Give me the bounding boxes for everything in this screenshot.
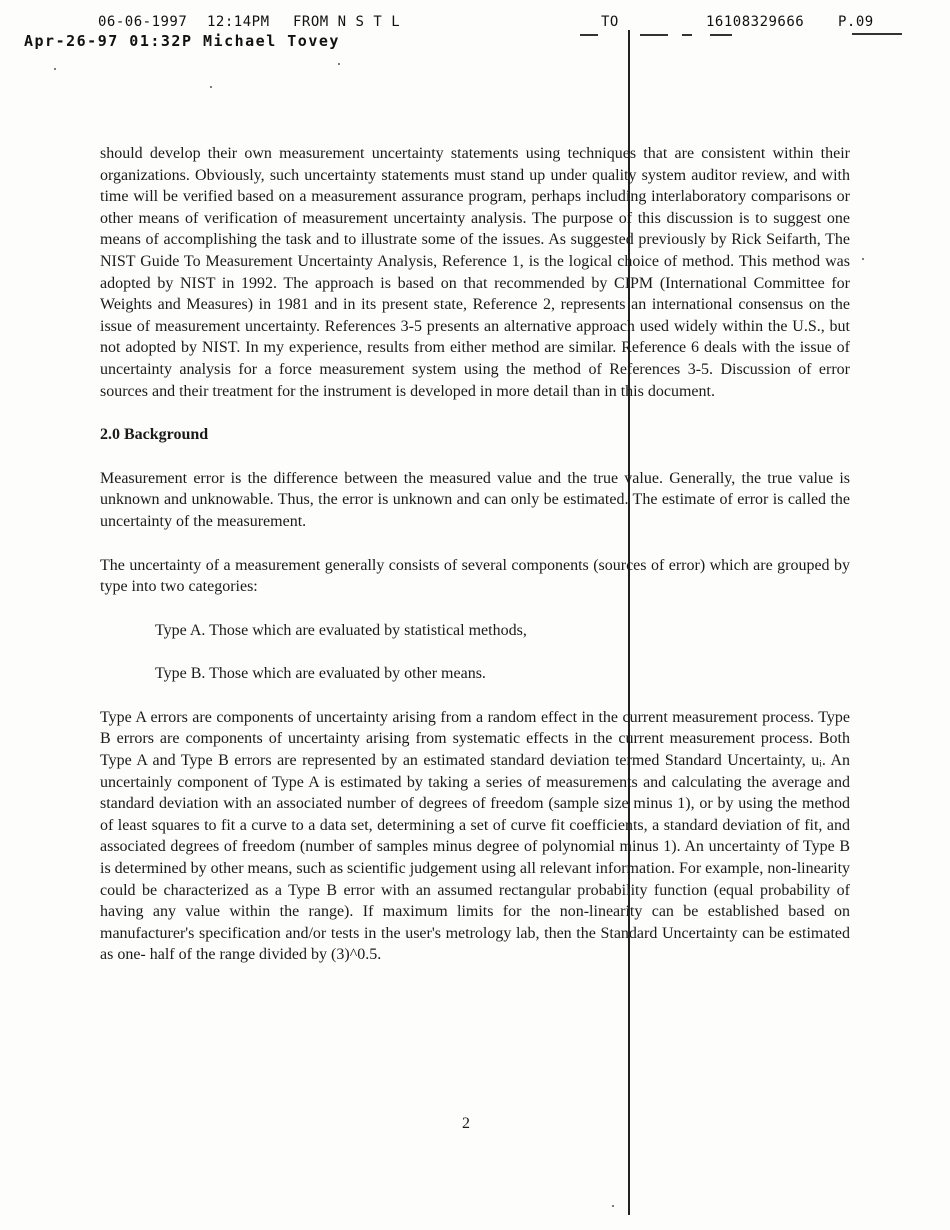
scan-speck	[862, 258, 864, 260]
scan-artifact	[852, 33, 902, 35]
components-paragraph: The uncertainty of a measurement generally consists of several components (sources of error) which are grouped by type into two categories:	[100, 556, 850, 596]
scan-artifact	[710, 34, 732, 36]
fax-second-header: Apr-26-97 01:32P Michael Tovey	[24, 32, 340, 50]
intro-paragraph: should develop their own measurement uncertainty statements using techniques that are consistent within their organizations. Obviously, such uncertainty statements must stand up under quality system auditor review, and with time will be verified based on a measurement assurance program, perhaps including interlaboratory comparisons or other means of verification of measurement uncertainty analysis. The purpose of this discussion is to suggest one means of accomplishing the task and to illustrate some of the issues. As suggested previously by Rick Seifarth, The NIST Guide To Measurement Uncertainty Analysis, Reference 1, is the logical choice of method. This method was adopted by NIST in 1992. The approach is based on that recommended by CIPM (International Committee for Weights and Measures) in 1981 and in its present state, Reference 2, represents an international consensus on the issue of measurement uncertainty. References 3-5 presents an alternative approach used widely within the U.S., but not adopted by NIST. In my experience, results from either method are similar. Reference 6 deals with the issue of uncertainty analysis for a force measurement system using the method of References 3-5. Discussion of error sources and their treatment for the instrument is developed in more detail than in this document.	[100, 145, 850, 400]
fax-to: TO	[601, 14, 619, 30]
document-body	[100, 143, 850, 988]
section-heading: 2.0 Background	[100, 426, 209, 444]
fax-page-label: P.09	[838, 14, 874, 30]
fax-time: 12:14PM	[207, 14, 270, 30]
scan-artifact	[580, 34, 598, 36]
scan-speck	[338, 63, 340, 65]
scan-artifact	[682, 34, 692, 36]
fax-from: FROM N S T L	[293, 14, 401, 30]
type-b-item: Type B. Those which are evaluated by other means.	[155, 665, 486, 683]
fax-number: 16108329666	[706, 14, 805, 30]
scan-speck	[612, 1205, 614, 1207]
page-number: 2	[462, 1115, 470, 1132]
scan-speck	[54, 68, 56, 70]
type-a-item: Type A. Those which are evaluated by statistical methods,	[155, 621, 527, 639]
error-paragraph: Measurement error is the difference between the measured value and the true value. Generally, the true value is unknown and unknowable. Thus, the error is unknown and can only be estimated. The estimate of error is called the uncertainty of the measurement.	[100, 469, 850, 530]
types-paragraph: Type A errors are components of uncertainty arising from a random effect in the current measurement process. Type B errors are components of uncertainty arising from systematic effects in the current measurement process. Both Type A and Type B errors are represented by an estimated standard deviation termed Standard Uncertainty, uᵢ. An uncertainly component of Type A is estimated by taking a series of measurements and calculating the average and standard deviation with an associated number of degrees of freedom (sample size minus 1), or by using the method of least squares to fit a curve to a data set, determining a set of curve fit coefficients, a standard deviation of fit, and associated degrees of freedom (number of samples minus degree of polynomial minus 1). An uncertainty of Type B is determined by other means, such as scientific judgement using all relevant information. For example, non-linearity could be characterized as a Type B error with an assumed rectangular probability function (equal probability of having any value within the range). If maximum limits for the non-linearity can be established based on manufacturer's specification and/or tests in the user's metrology lab, then the Standard Uncertainty can be estimated as one- half of the range divided by (3)^0.5.	[100, 708, 851, 964]
scan-speck	[210, 86, 212, 88]
scan-artifact	[640, 34, 668, 36]
fax-date: 06-06-1997	[98, 14, 188, 30]
